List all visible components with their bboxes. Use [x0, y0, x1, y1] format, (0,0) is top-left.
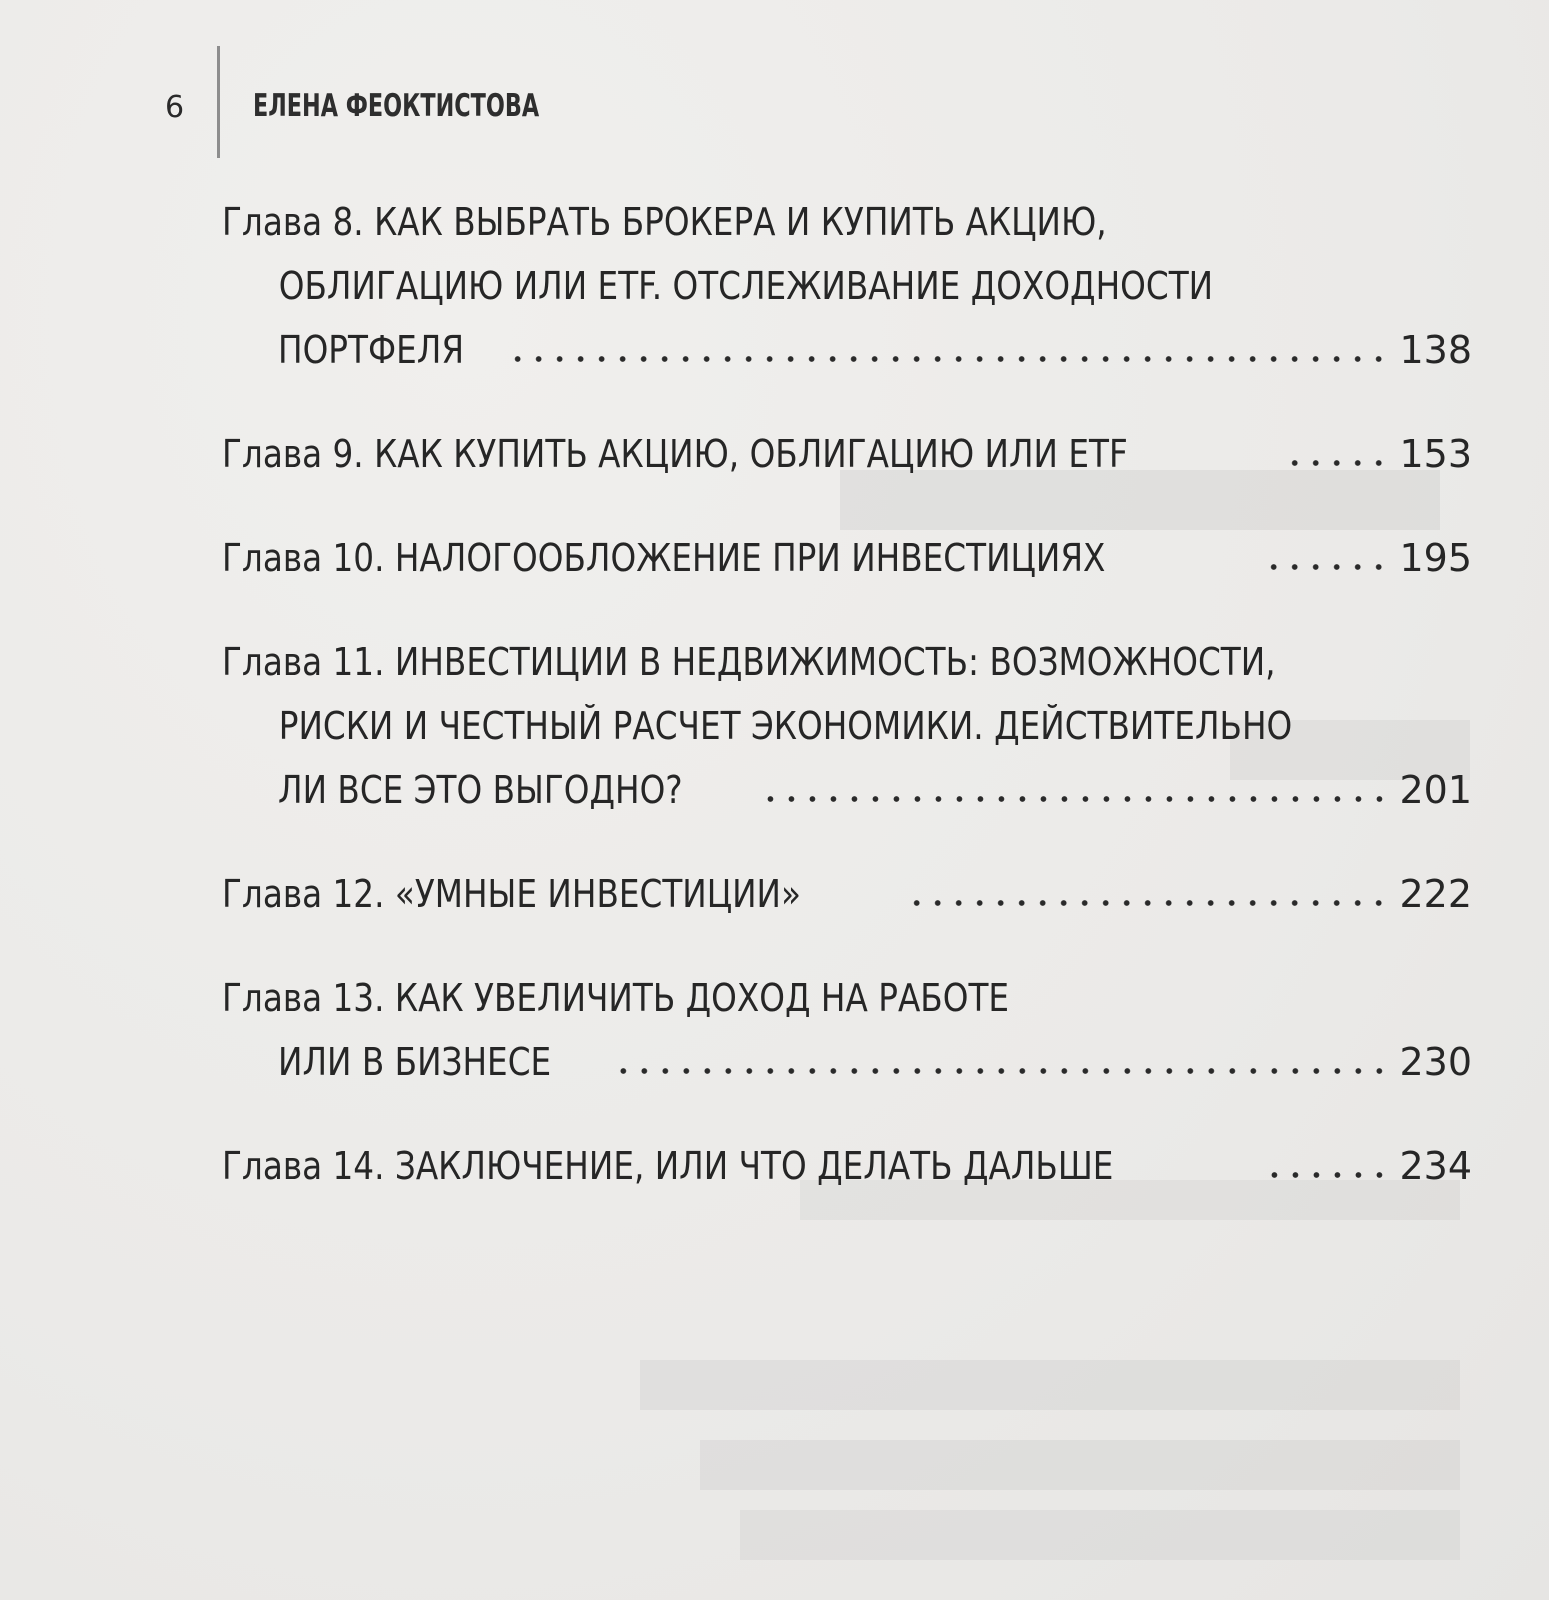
- toc-entry: [222, 630, 1472, 822]
- toc-entry: [222, 1134, 1472, 1198]
- toc-entry-line: [222, 526, 1472, 590]
- toc-page-number: 234: [1399, 1144, 1472, 1188]
- toc-page-number: 230: [1399, 1040, 1472, 1084]
- toc-entry-line: [222, 318, 1472, 382]
- toc-entry-title: ЛИ ВСЕ ЭТО ВЫГОДНО?: [278, 768, 683, 812]
- toc-entry-line: [222, 1134, 1472, 1198]
- toc-entry-line: [222, 862, 1472, 926]
- table-of-contents: [222, 190, 1472, 1238]
- toc-entry-title: Глава 14. ЗАКЛЮЧЕНИЕ, ИЛИ ЧТО ДЕЛАТЬ ДАЛЬШЕ: [222, 1144, 1114, 1188]
- toc-entry-line: Глава 8. КАК ВЫБРАТЬ БРОКЕРА И КУПИТЬ АКЦИЮ,: [222, 200, 1107, 244]
- dot-leader: [759, 796, 1390, 802]
- toc-entry-title: ИЛИ В БИЗНЕСЕ: [278, 1040, 552, 1084]
- toc-entry-title: Глава 12. «УМНЫЕ ИНВЕСТИЦИИ»: [222, 872, 802, 916]
- dot-leader: [905, 900, 1389, 906]
- toc-entry-line: ОБЛИГАЦИЮ ИЛИ ETF. ОТСЛЕЖИВАНИЕ ДОХОДНОСТИ: [278, 264, 1214, 308]
- toc-page-number: 222: [1399, 872, 1472, 916]
- show-through-mark: [700, 1440, 1460, 1490]
- show-through-mark: [640, 1360, 1460, 1410]
- toc-entry: [222, 526, 1472, 590]
- toc-entry: [222, 862, 1472, 926]
- toc-entry-line: [222, 1030, 1472, 1094]
- dot-leader: [606, 1068, 1390, 1074]
- toc-entry-line: РИСКИ И ЧЕСТНЫЙ РАСЧЕТ ЭКОНОМИКИ. ДЕЙСТВИТЕЛЬНО: [278, 704, 1293, 748]
- toc-entry: [222, 190, 1472, 382]
- toc-entry-title: Глава 10. НАЛОГООБЛОЖЕНИЕ ПРИ ИНВЕСТИЦИЯХ: [222, 536, 1106, 580]
- dot-leader: [1285, 460, 1389, 466]
- toc-entry-line: [222, 422, 1472, 486]
- show-through-mark: [740, 1510, 1460, 1560]
- toc-entry: [222, 422, 1472, 486]
- toc-page-number: 153: [1399, 432, 1472, 476]
- header-divider: [217, 46, 220, 158]
- toc-page-number: 195: [1399, 536, 1472, 580]
- toc-entry-line: Глава 13. КАК УВЕЛИЧИТЬ ДОХОД НА РАБОТЕ: [222, 976, 1010, 1020]
- dot-leader: [1269, 1172, 1390, 1178]
- toc-page-number: 201: [1399, 768, 1472, 812]
- toc-entry-line: Глава 11. ИНВЕСТИЦИИ В НЕДВИЖИМОСТЬ: ВОЗМОЖНОСТИ,: [222, 640, 1276, 684]
- toc-entry: [222, 966, 1472, 1094]
- dot-leader: [504, 356, 1389, 362]
- toc-entry-title: ПОРТФЕЛЯ: [278, 328, 465, 372]
- toc-entry-line: [222, 758, 1472, 822]
- page-number: 6: [165, 90, 185, 125]
- dot-leader: [1259, 564, 1389, 570]
- toc-entry-title: Глава 9. КАК КУПИТЬ АКЦИЮ, ОБЛИГАЦИЮ ИЛИ ETF: [222, 432, 1128, 476]
- author-name: ЕЛЕНА ФЕОКТИСТОВА: [253, 88, 540, 124]
- toc-page-number: 138: [1399, 328, 1472, 372]
